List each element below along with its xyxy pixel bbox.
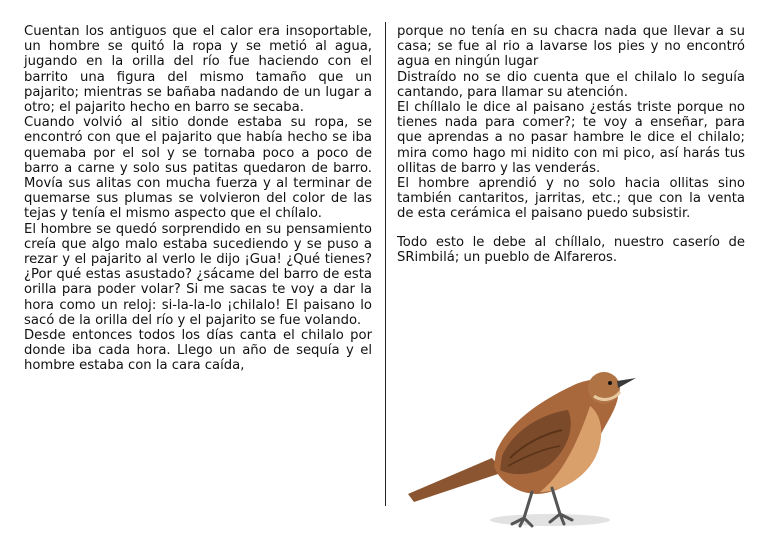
- ground-shadow: [490, 514, 610, 526]
- bird-tail: [408, 458, 504, 502]
- paragraph-drought-end: porque no tenía en su chacra nada que llevar a su casa; se fue al rio a lavarse los pies y no encontró agua en ningún lugar: [397, 24, 745, 70]
- left-text-column: [24, 24, 372, 374]
- column-divider: [385, 22, 386, 506]
- paragraph-lesson: El chíllalo le dice al paisano ¿estás triste porque no tienes nada para comer?; te voy a enseñar, para que aprendas a no pasar hambre le dice el chilalo; mira como hago mi nidito con mi pico, así harás tus ollitas de barro y las venderás.: [397, 100, 745, 176]
- paragraph-origin: Cuentan los antiguos que el calor era insoportable, un hombre se quitó la ropa y se metió al agua, jugando en la orilla del río fue haciendo con el barrito una figura del mismo tamaño que un pajarito; mientras se bañaba nadando de un lugar a otro; el pajarito hecho en barro se secaba.: [24, 24, 372, 116]
- paragraph-closing: Todo esto le debe al chíllalo, nuestro caserío de SRimbilá; un pueblo de Alfareros.: [397, 234, 745, 265]
- bird-illustration: [400, 348, 640, 533]
- paragraph-drought-start: Desde entonces todos los días canta el chilalo por donde iba cada hora. Llego un año de sequía y el hombre estaba con la cara caída,: [24, 328, 372, 374]
- paragraph-transformation: Cuando volvió al sitio donde estaba su ropa, se encontró con que el pajarito que había hecho se iba quemaba por el sol y se tornaba poco a poco de barro a carne y solo sus patitas quedaron de barro. Movía sus alitas con mucha fuerza y al terminar de quemarse sus plumas se volvieron del color de las tejas y tenía el mismo aspecto que el chílalo.: [24, 115, 372, 222]
- paragraph-pottery: El hombre aprendió y no solo hacia ollitas sino también cantaritos, jarritas, etc.; que con la venta de esta cerámica el paisano puedo subsistir.: [397, 176, 745, 222]
- right-text-column: [397, 24, 745, 265]
- bird-beak: [617, 378, 636, 388]
- bird-eye: [608, 381, 612, 385]
- paragraph-distracted: Distraído no se dio cuenta que el chilalo lo seguía cantando, para llamar su atención.: [397, 69, 745, 100]
- paragraph-surprise: El hombre se quedó sorprendido en su pensamiento creía que algo malo estaba sucediendo y se puso a rezar y el pajarito al verlo le dijo ¡Gua! ¿Qué tienes? ¿Por qué estas asustado? ¿sácame del barro de esta orilla para poder volar? Si me sacas te voy a dar la hora como un reloj: si-la-la-lo ¡chilalo! El paisano lo sacó de la orilla del río y el pajarito se fue volando.: [24, 221, 372, 328]
